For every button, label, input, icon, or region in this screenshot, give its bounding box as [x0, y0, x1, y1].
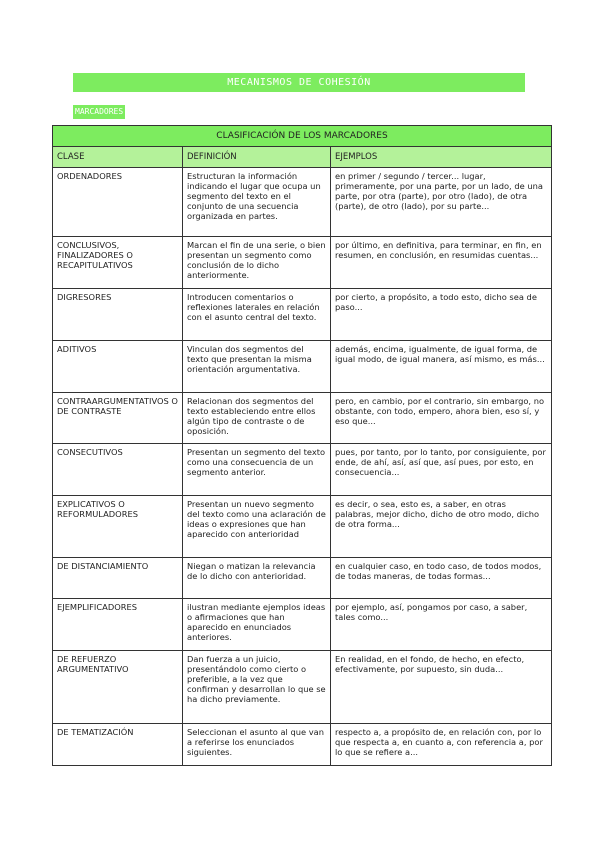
cell-clase: ORDENADORES [53, 168, 183, 237]
document-title: MECANISMOS DE COHESIÓN [73, 73, 525, 92]
column-header-ejemplos: EJEMPLOS [331, 147, 552, 168]
cell-clase: DE TEMATIZACIÓN [53, 724, 183, 766]
cell-clase: DIGRESORES [53, 289, 183, 341]
table-header-row [53, 147, 552, 168]
cell-definicion: ilustran mediante ejemplos ideas o afirmaciones que han aparecido en enunciados anteriores. [183, 599, 331, 651]
cell-ejemplos: además, encima, igualmente, de igual forma, de igual modo, de igual manera, así mismo, es más... [331, 341, 552, 393]
table-row [53, 599, 552, 651]
table-row [53, 393, 552, 444]
cell-clase: ADITIVOS [53, 341, 183, 393]
table-row [53, 558, 552, 599]
cell-definicion: Relacionan dos segmentos del texto estableciendo entre ellos algún tipo de contraste o de oposición. [183, 393, 331, 444]
cell-ejemplos: respecto a, a propósito de, en relación con, por lo que respecta a, en cuanto a, con referencia a, por lo que se refiere a... [331, 724, 552, 766]
table-row [53, 724, 552, 766]
cell-definicion: Vinculan dos segmentos del texto que presentan la misma orientación argumentativa. [183, 341, 331, 393]
cell-clase: DE REFUERZO ARGUMENTATIVO [53, 651, 183, 724]
column-header-clase: CLASE [53, 147, 183, 168]
cell-ejemplos: En realidad, en el fondo, de hecho, en efecto, efectivamente, por supuesto, sin duda... [331, 651, 552, 724]
cell-definicion: Marcan el fin de una serie, o bien presentan un segmento como conclusión de lo dicho anteriormente. [183, 237, 331, 289]
cell-clase: CONTRAARGUMENTATIVOS O DE CONTRASTE [53, 393, 183, 444]
cell-ejemplos: en primer / segundo / tercer... lugar, primeramente, por una parte, por un lado, de una parte, por otra (parte), por otro (lado), de otra (parte), de otro (lado), por su parte... [331, 168, 552, 237]
cell-ejemplos: por ejemplo, así, pongamos por caso, a saber, tales como... [331, 599, 552, 651]
cell-clase: EXPLICATIVOS O REFORMULADORES [53, 496, 183, 558]
column-header-definicion: DEFINICIÓN [183, 147, 331, 168]
cell-definicion: Presentan un nuevo segmento del texto como una aclaración de ideas o expresiones que han aparecido con anterioridad [183, 496, 331, 558]
cell-ejemplos: pero, en cambio, por el contrario, sin embargo, no obstante, con todo, empero, ahora bien, eso sí, y eso que... [331, 393, 552, 444]
section-heading: MARCADORES [73, 105, 125, 119]
cell-clase: CONCLUSIVOS, FINALIZADORES O RECAPITULATIVOS [53, 237, 183, 289]
table-row [53, 341, 552, 393]
table-row [53, 444, 552, 496]
cell-definicion: Dan fuerza a un juicio, presentándolo como cierto o preferible, a la vez que confirman y desarrollan lo que se ha dicho previamente. [183, 651, 331, 724]
cell-definicion: Presentan un segmento del texto como una consecuencia de un segmento anterior. [183, 444, 331, 496]
cell-clase: CONSECUTIVOS [53, 444, 183, 496]
cell-ejemplos: es decir, o sea, esto es, a saber, en otras palabras, mejor dicho, dicho de otro modo, dicho de otra forma... [331, 496, 552, 558]
cell-definicion: Estructuran la información indicando el lugar que ocupa un segmento del texto en el conjunto de una secuencia organizada en partes. [183, 168, 331, 237]
table-row [53, 651, 552, 724]
table-row [53, 289, 552, 341]
cell-clase: DE DISTANCIAMIENTO [53, 558, 183, 599]
table-row [53, 168, 552, 237]
cell-ejemplos: por último, en definitiva, para terminar, en fin, en resumen, en conclusión, en resumidas cuentas... [331, 237, 552, 289]
markers-table [52, 125, 552, 766]
cell-ejemplos: por cierto, a propósito, a todo esto, dicho sea de paso... [331, 289, 552, 341]
table-caption-row [53, 126, 552, 147]
cell-definicion: Niegan o matizan la relevancia de lo dicho con anterioridad. [183, 558, 331, 599]
cell-definicion: Seleccionan el asunto al que van a referirse los enunciados siguientes. [183, 724, 331, 766]
table-row [53, 496, 552, 558]
cell-clase: EJEMPLIFICADORES [53, 599, 183, 651]
table-row [53, 237, 552, 289]
cell-ejemplos: en cualquier caso, en todo caso, de todos modos, de todas maneras, de todas formas... [331, 558, 552, 599]
cell-ejemplos: pues, por tanto, por lo tanto, por consiguiente, por ende, de ahí, así, así que, así pues, por esto, en consecuencia... [331, 444, 552, 496]
cell-definicion: Introducen comentarios o reflexiones laterales en relación con el asunto central del texto. [183, 289, 331, 341]
table-caption: CLASIFICACIÓN DE LOS MARCADORES [53, 126, 552, 147]
